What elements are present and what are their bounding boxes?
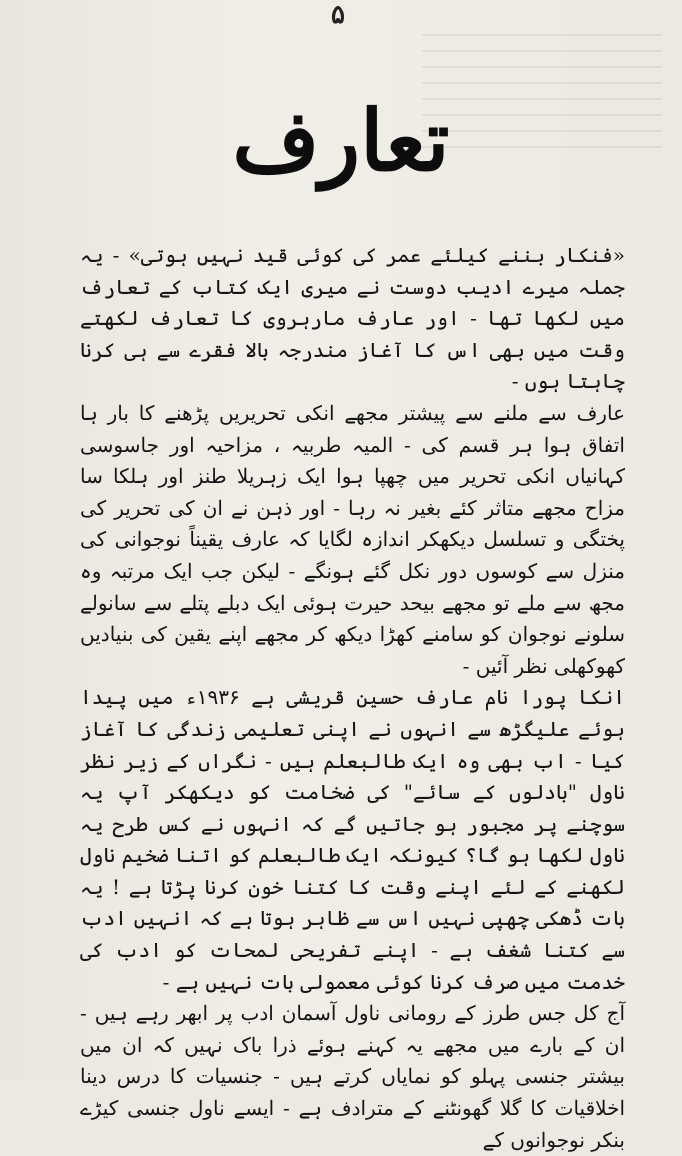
paragraph-3: انکا پورا نام عارف حسین قریشی ہے ۱۹۳۶ء میں پیدا ہوئے علیگڑھ سے انہوں نے اپنی تعلیمی زندگی کا آغاز کیا - اب بھی وہ ایک طالبعلم ہیں - نگراں کے زیر نظر ناول "بادلوں کے سائے" کی ضخامت کو دیکھکر آپ یہ سوچنے پر مجبور ہو جاتیں گے کہ انہوں نے کس طرح یہ ناول لکھا ہو گا؟ کیونکہ ایک طالبعلم کو اتنا ضخیم ناول لکھنے کے لئے اپنے وقت کا کتنا خون کرنا پڑتا ہے ! یہ بات ڈھکی چھپی نہیں اس سے ظاہر ہوتا ہے کہ انہیں ادب سے کتنا شغف ہے - اپنے تفریحی لمحات کو ادب کی خدمت میں صرف کرنا کوئی معمولی بات نہیں ہے - [80, 685, 625, 994]
page-title: تعارف [232, 91, 450, 190]
page-number: ۵ [331, 0, 345, 30]
paragraph-4: آج کل جس طرز کے رومانی ناول آسمان ادب پر ابھر رہے ہیں - ان کے بارے میں مجھے یہ کہنے ہوئے ذرا باک نہیں کہ ان میں بیشتر جنسی پہلو کو نمایاں کرتے ہیں - جنسیات کا درس دینا اخلاقیات کا گلا گھونٹنے کے مترادف ہے - ایسے ناول جنسی کیڑے بنکر نوجوانوں کے [80, 1001, 625, 1152]
paragraph-2: عارف سے ملنے سے پیشتر مجھے انکی تحریریں پڑھنے کا بار ہا اتفاق ہوا ہر قسم کی - المیہ طربیہ ، مزاحیہ اور جاسوسی کہانیاں انکی تحریر میں چھپا ہوا ایک زہریلا طنز اور ہلکا سا مزاح مجھے متاثر کئے بغیر نہ رہا - اور ذہن نے ان کی تحریر کی پختگی و تسلسل دیکھکر اندازہ لگایا کہ عارف یقیناً نوجوانی کی منزل سے کوسوں دور نکل گئے ہونگے - لیکن جب ایک مرتبہ وہ مجھ سے ملے تو مجھے بیحد حیرت ہوئی ایک دبلے پتلے سے سانولے سلونے نوجوان کو سامنے کھڑا دیکھ کر مجھے اپنے یقین کی بنیادیں کھوکھلی نظر آئیں - [80, 400, 625, 678]
body-text [80, 240, 625, 1156]
paragraph-1: «فنکار بننے کیلئے عمر کی کوئی قید نہیں ہوتی» - یہ جملہ میرے ادیب دوست نے میری ایک کتاب کے تعارف میں لکھا تھا - اور عارف مارہروی کا تعارف لکھتے وقت میں بھی اس کا آغاز مندرجہ بالا فقرے سے ہی کرنا چاہتا ہوں - [80, 243, 625, 394]
